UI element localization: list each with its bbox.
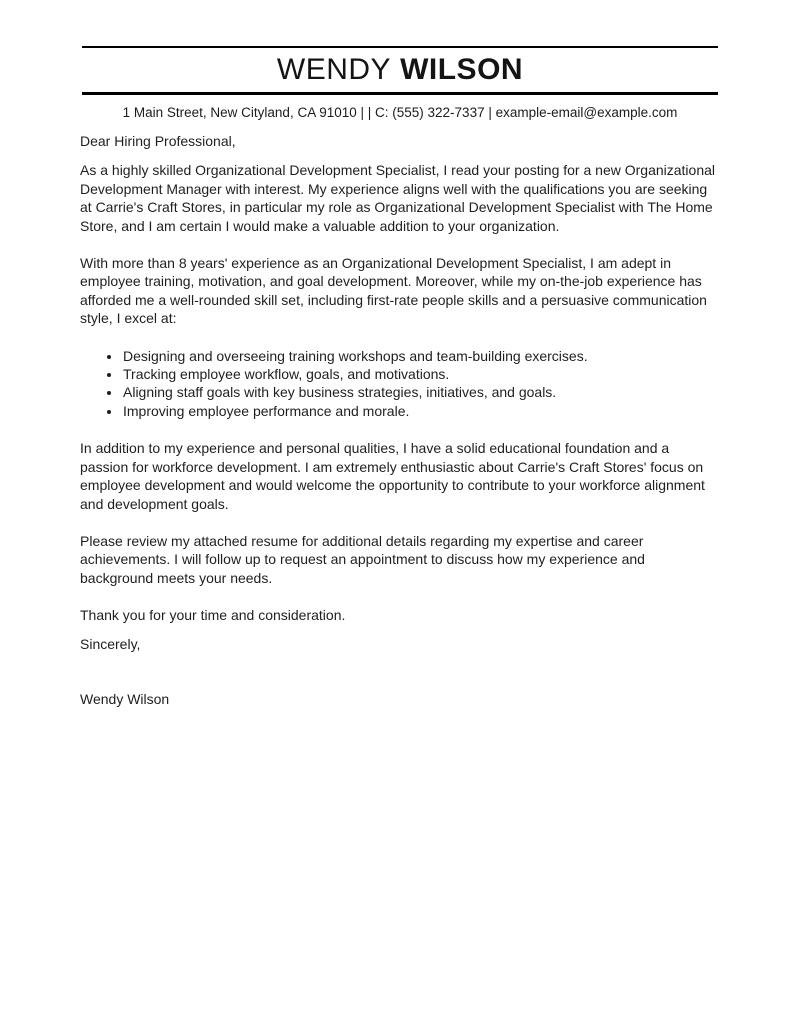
skills-bullet-list	[80, 347, 720, 421]
candidate-last-name: WILSON	[400, 53, 524, 86]
candidate-name	[82, 48, 718, 92]
signoff: Sincerely,	[80, 635, 141, 652]
bullet-item: • Improving employee performance and morale.	[122, 402, 720, 420]
candidate-first-name: WENDY	[276, 53, 392, 86]
bullet-item: • Tracking employee workflow, goals, and motivations.	[122, 365, 720, 383]
paragraph-education: In addition to my experience and personal qualities, I have a solid educational foundation and a passion for workforce development. I am extremely enthusiastic about Carrie's Craft Stores' focus on employee development and would welcome the opportunity to contribute to your workforce alignment and development goals.	[80, 440, 705, 512]
header-rule-bottom	[82, 92, 718, 95]
bullet-item: • Aligning staff goals with key business strategies, initiatives, and goals.	[122, 383, 720, 401]
letter-header	[82, 46, 718, 122]
bullet-item: • Designing and overseeing training workshops and team-building exercises.	[122, 347, 720, 365]
paragraph-intro: As a highly skilled Organizational Development Specialist, I read your posting for a new Organizational Development Manager with interest. My experience aligns well with the qualifications you are seeking at Carrie's Craft Stores, in particular my role as Organizational Development Specialist with The Home Store, and I am certain I would make a valuable addition to your organization.	[80, 162, 716, 234]
paragraph-resume: Please review my attached resume for additional details regarding my expertise and career achievements. I will follow up to request an appointment to discuss how my experience and background meets your needs.	[80, 532, 645, 586]
paragraph-experience: With more than 8 years' experience as an Organizational Development Specialist, I am adept in employee training, motivation, and goal development. Moreover, while my on-the-job experience has afforded me a well-rounded skill set, including first-rate people skills and a persuasive communication style, I excel at:	[80, 255, 707, 327]
signature-name: Wendy Wilson	[80, 690, 170, 707]
paragraph-thanks: Thank you for your time and consideration.	[80, 607, 346, 624]
salutation: Dear Hiring Professional,	[80, 133, 236, 149]
contact-info: 1 Main Street, New Cityland, CA 91010 | | C: (555) 322-7337 | example-email@example.com	[122, 105, 678, 120]
letter-body	[80, 132, 720, 708]
